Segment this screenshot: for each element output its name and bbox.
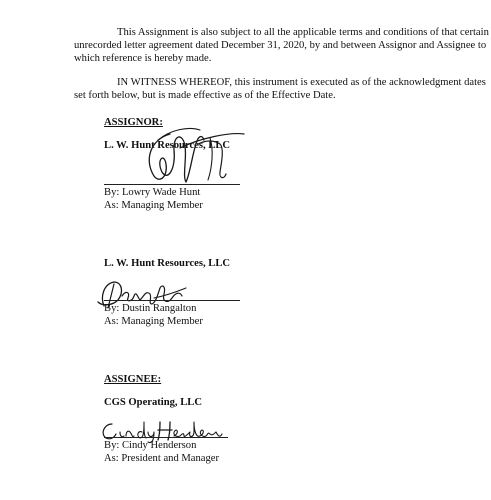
assignee-as-line: As: President and Manager [104,453,220,464]
witness-paragraph-line-2: set forth below, but is made effective as of the Effective Date. [74,90,336,101]
assignor-company-name: L. W. Hunt Resources, LLC [104,140,231,151]
assignor-signature-line [104,184,240,185]
assignment-paragraph-line-1: This Assignment is also subject to all the applicable terms and conditions of that certain [117,27,489,38]
assignment-paragraph-line-2: unrecorded letter agreement dated December 31, 2020, by and between Assignor and Assignee to [74,40,487,51]
assignee-company-name: CGS Operating, LLC [104,397,203,408]
assignor-heading: ASSIGNOR: [104,117,163,128]
witness-paragraph-line-1: IN WITNESS WHEREOF, this instrument is executed as of the acknowledgment dates [117,77,486,88]
assignor2-company-name: L. W. Hunt Resources, LLC [104,258,231,269]
assignor2-as-line: As: Managing Member [104,316,203,327]
assignee-heading: ASSIGNEE: [104,374,162,385]
assignor2-by-line: By: Dustin Rangalton [104,303,197,314]
assignee-signature-line [104,437,228,438]
assignee-by-line: By: Cindy Henderson [104,440,197,451]
assignment-paragraph-line-3: which reference is hereby made. [74,53,212,64]
assignor-by-line: By: Lowry Wade Hunt [104,187,201,198]
signature-lowry-wade-hunt [140,120,250,188]
assignor-as-line: As: Managing Member [104,200,203,211]
assignor2-signature-line [104,300,240,301]
